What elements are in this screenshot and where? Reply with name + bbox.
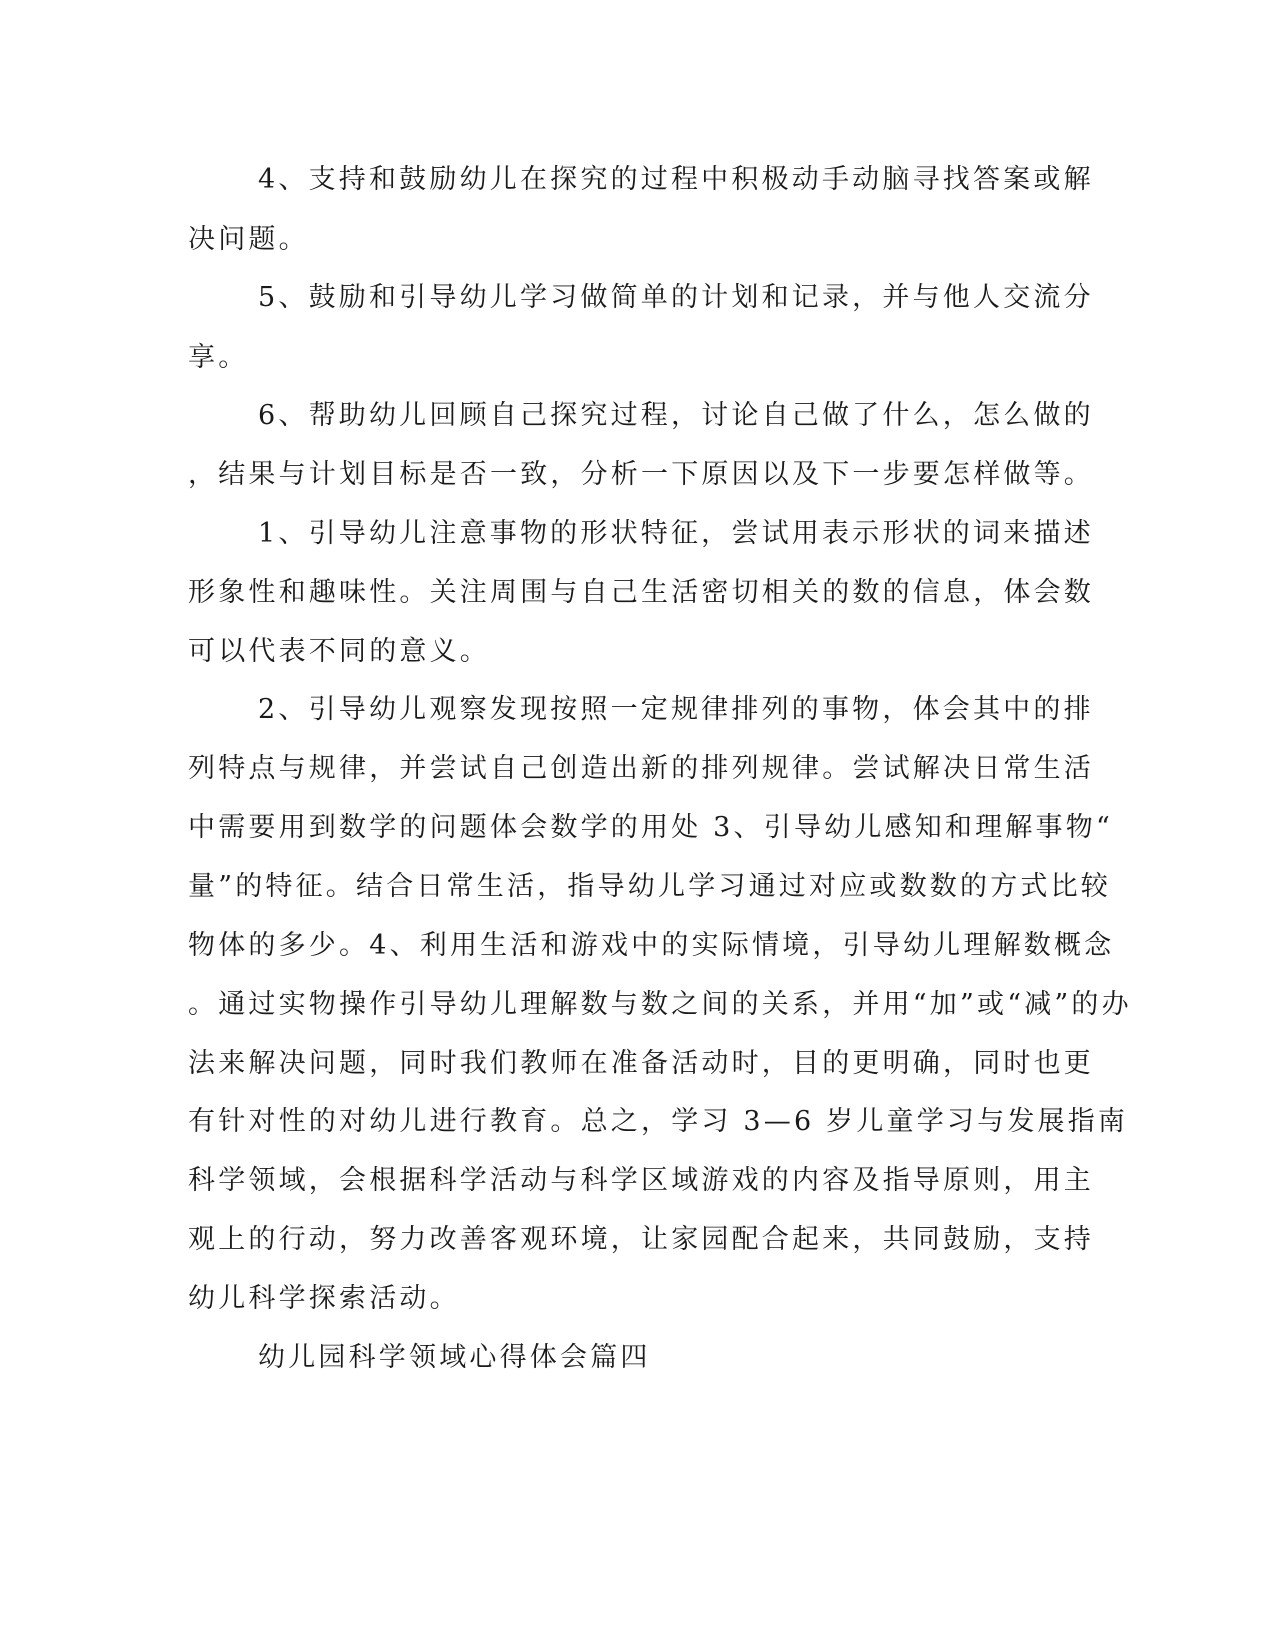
- paragraph-2-line-5: 物体的多少。4、利用生活和游戏中的实际情境，引导幼儿理解数概念: [188, 930, 1115, 961]
- paragraph-2-line-10: 观上的行动，努力改善客观环境，让家园配合起来，共同鼓励，支持: [188, 1224, 1094, 1255]
- paragraph-4-line-1: 4、支持和鼓励幼儿在探究的过程中积极动手动脑寻找答案或解: [258, 164, 1094, 195]
- paragraph-2-line-9: 科学领域，会根据科学活动与科学区域游戏的内容及指导原则，用主: [188, 1165, 1094, 1196]
- paragraph-2-line-3: 中需要用到数学的问题体会数学的用处 3、引导幼儿感知和理解事物“: [188, 812, 1113, 843]
- paragraph-6-line-1: 6、帮助幼儿回顾自己探究过程，讨论自己做了什么，怎么做的: [258, 400, 1094, 431]
- paragraph-2-line-8: 有针对性的对幼儿进行教育。总之，学习 3—6 岁儿童学习与发展指南: [188, 1106, 1129, 1137]
- paragraph-1-line-1: 1、引导幼儿注意事物的形状特征，尝试用表示形状的词来描述: [258, 518, 1094, 549]
- paragraph-5-line-2: 享。: [188, 342, 249, 373]
- paragraph-6-line-2: ，结果与计划目标是否一致，分析一下原因以及下一步要怎样做等。: [188, 459, 1094, 490]
- paragraph-2-line-7: 法来解决问题，同时我们教师在准备活动时，目的更明确，同时也更: [188, 1048, 1094, 1079]
- paragraph-2-line-6: 。通过实物操作引导幼儿理解数与数之间的关系，并用“加”或“减”的办: [188, 989, 1132, 1020]
- paragraph-2-line-11: 幼儿科学探索活动。: [188, 1283, 460, 1314]
- paragraph-1-line-2: 形象性和趣味性。关注周围与自己生活密切相关的数的信息，体会数: [188, 577, 1094, 608]
- paragraph-1-line-3: 可以代表不同的意义。: [188, 636, 490, 667]
- paragraph-2-line-4: 量”的特征。结合日常生活，指导幼儿学习通过对应或数数的方式比较: [188, 871, 1112, 902]
- section-heading: 幼儿园科学领域心得体会篇四: [258, 1342, 651, 1373]
- paragraph-2-line-2: 列特点与规律，并尝试自己创造出新的排列规律。尝试解决日常生活: [188, 753, 1094, 784]
- paragraph-2-line-1: 2、引导幼儿观察发现按照一定规律排列的事物，体会其中的排: [258, 694, 1094, 725]
- paragraph-5-line-1: 5、鼓励和引导幼儿学习做简单的计划和记录，并与他人交流分: [258, 282, 1094, 313]
- paragraph-4-line-2: 决问题。: [188, 224, 309, 255]
